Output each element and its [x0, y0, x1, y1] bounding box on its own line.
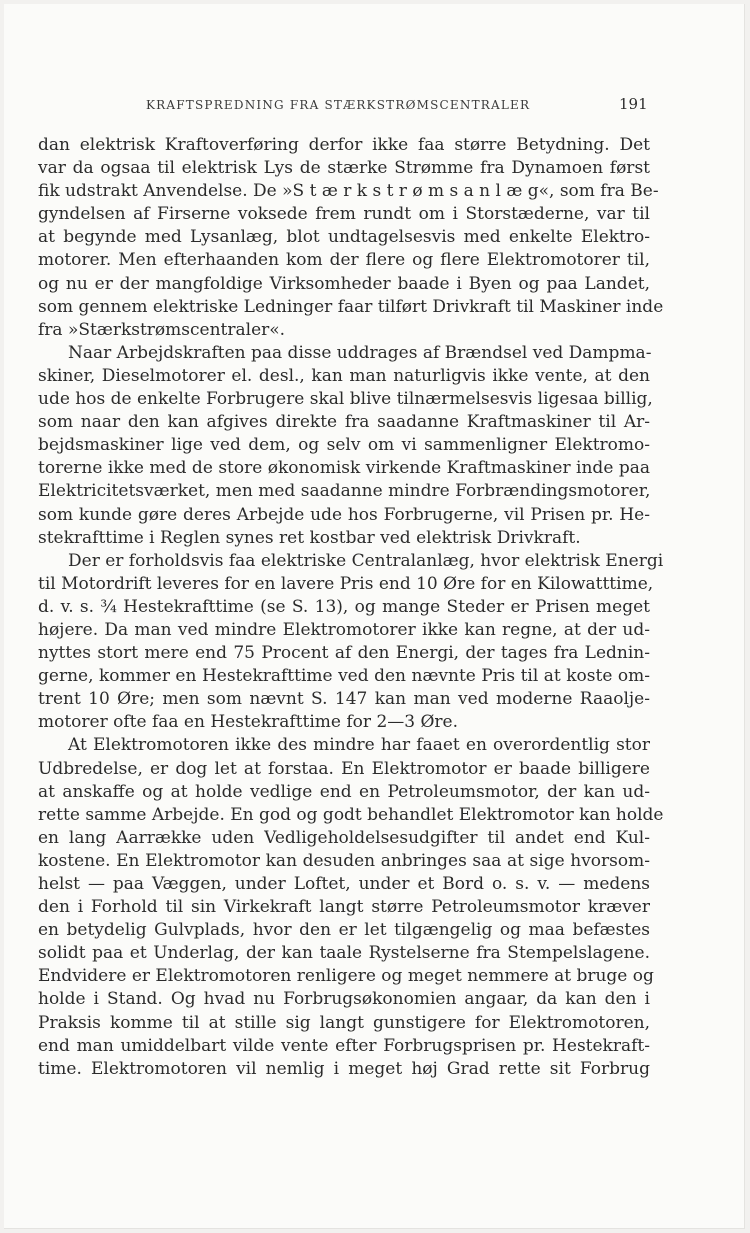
text-line: til Motordrift leveres for en lavere Pris end 10 Øre for en Kilowatttime,	[38, 573, 654, 594]
text-line: Praksis komme til at stille sig langt gunstigere for Elektromotoren,	[38, 1012, 650, 1033]
text-line: gerne, kommer en Hestekrafttime ved den nævnte Pris til at koste om-	[38, 666, 650, 687]
text-line: bejdsmaskiner lige ved dem, og selv om vi sammenligner Elektromo-	[38, 435, 650, 456]
text-line: helst — paa Væggen, under Loftet, under et Bord o. s. v. — medens	[38, 874, 650, 894]
book-page	[4, 4, 745, 1229]
text-line: solidt paa et Underlag, der kan taale Rystelserne fra Stempelslagene.	[38, 943, 650, 964]
text-line: som naar den kan afgives direkte fra saadanne Kraftmaskiner til Ar-	[38, 412, 650, 433]
body-text	[38, 134, 664, 1081]
running-title: KRAFTSPREDNING FRA STÆRKSTRØMSCENTRALER	[146, 98, 531, 112]
text-line: end man umiddelbart vilde vente efter Forbrugsprisen pr. Hestekraft-	[38, 1035, 650, 1056]
text-line: holde i Stand. Og hvad nu Forbrugsøkonomien angaar, da kan den i	[38, 989, 650, 1010]
text-line: fra »Stærkstrømscentraler«.	[38, 319, 286, 340]
text-line: dan elektrisk Kraftoverføring derfor ikke faa større Betydning. Det	[38, 135, 650, 155]
text-line: højere. Da man ved mindre Elektromotorer ikke kan regne, at der ud-	[38, 619, 650, 640]
text-line: Naar Arbejdskraften paa disse uddrages af Brændsel ved Dampma-	[68, 342, 652, 363]
text-line: kostene. En Elektromotor kan desuden anbringes saa at sige hvorsom-	[38, 850, 650, 871]
text-line: d. v. s. ¾ Hestekrafttime (se S. 13), og mange Steder er Prisen meget	[38, 596, 650, 617]
text-line: en betydelig Gulvplads, hvor den er let tilgængelig og maa befæstes	[38, 920, 650, 941]
text-line: Elektricitetsværket, men med saadanne mindre Forbrændingsmotorer,	[38, 481, 651, 502]
text-line: At Elektromotoren ikke des mindre har faaet en overordentlig stor	[68, 735, 650, 756]
text-line: time. Elektromotoren vil nemlig i meget høj Grad rette sit Forbrug	[38, 1058, 650, 1079]
text-line: motorer. Men efterhaanden kom der flere og flere Elektromotorer til,	[38, 250, 650, 271]
text-line: torerne ikke med de store økonomisk virkende Kraftmaskiner inde paa	[38, 458, 650, 479]
page-number: 191	[619, 95, 648, 113]
text-line: trent 10 Øre; men som nævnt S. 147 kan man ved moderne Raaolje-	[38, 689, 650, 710]
text-line: nyttes stort mere end 75 Procent af den Energi, der tages fra Lednin-	[38, 643, 650, 664]
text-line: skiner, Dieselmotorer el. desl., kan man naturligvis ikke vente, at den	[38, 365, 650, 386]
text-line: som kunde gøre deres Arbejde ude hos Forbrugerne, vil Prisen pr. He-	[38, 504, 650, 525]
text-line: var da ogsaa til elektrisk Lys de stærke Strømme fra Dynamoen først	[38, 158, 650, 179]
text-line: at begynde med Lysanlæg, blot undtagelsesvis med enkelte Elektro-	[38, 227, 650, 248]
text-line: fik udstrakt Anvendelse. De »S t æ r k s t r ø m s a n l æ g«, som fra Be-	[38, 181, 659, 202]
text-line: en lang Aarrække uden Vedligeholdelsesudgifter til andet end Kul-	[38, 827, 650, 848]
text-line: Endvidere er Elektromotoren renligere og meget nemmere at bruge og	[38, 966, 654, 987]
text-line: som gennem elektriske Ledninger faar tilført Drivkraft til Maskiner inde	[38, 296, 664, 317]
text-line: ude hos de enkelte Forbrugere skal blive tilnærmelsesvis ligesaa billig,	[38, 389, 653, 410]
text-line: at anskaffe og at holde vedlige end en Petroleumsmotor, der kan ud-	[38, 781, 650, 802]
text-line: Udbredelse, er dog let at forstaa. En Elektromotor er baade billigere	[38, 758, 650, 779]
text-line: rette samme Arbejde. En god og godt behandlet Elektromotor kan holde	[38, 804, 664, 825]
text-line: Der er forholdsvis faa elektriske Centralanlæg, hvor elektrisk Energi	[68, 550, 664, 571]
text-line: gyndelsen af Firserne voksede frem rundt om i Storstæderne, var til	[38, 204, 650, 225]
text-line: den i Forhold til sin Virkekraft langt større Petroleumsmotor kræver	[38, 897, 650, 918]
text-line: og nu er der mangfoldige Virksomheder baade i Byen og paa Landet,	[38, 273, 650, 294]
text-line: motorer ofte faa en Hestekrafttime for 2—3 Øre.	[38, 712, 459, 733]
text-line: stekrafttime i Reglen synes ret kostbar ved elektrisk Drivkraft.	[38, 527, 581, 548]
